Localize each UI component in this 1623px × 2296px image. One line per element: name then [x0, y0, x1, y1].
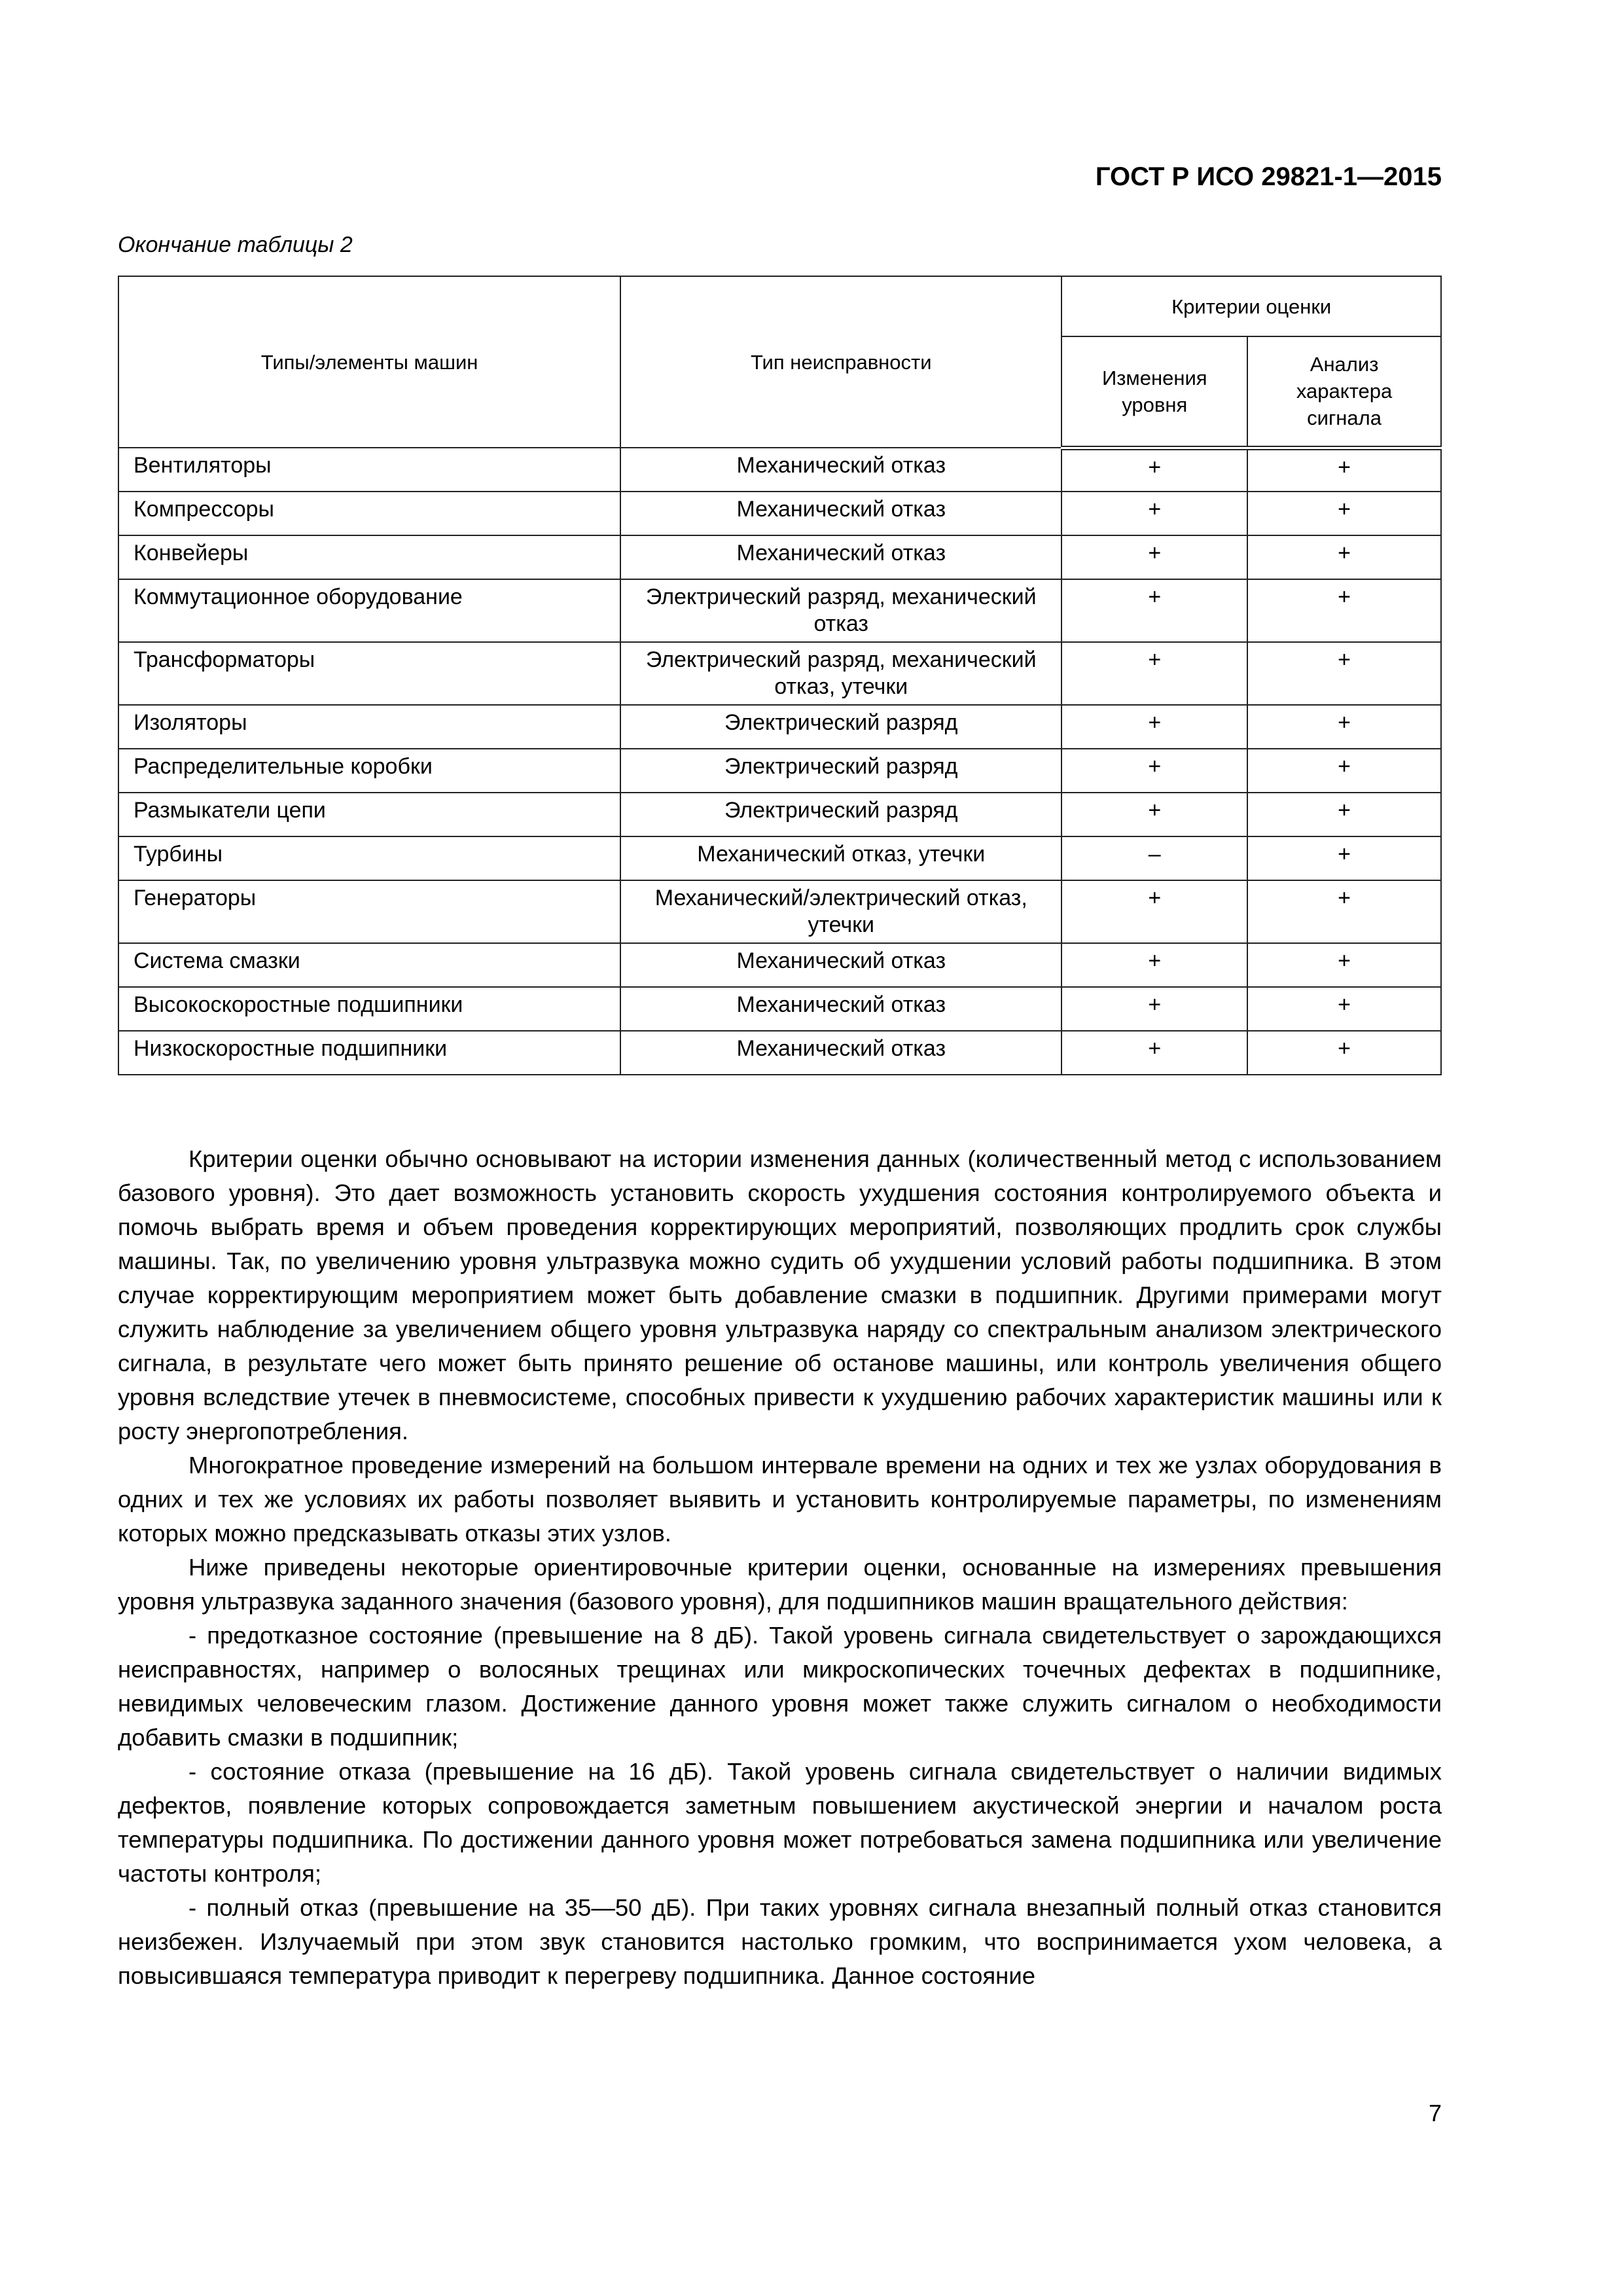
cell-signal-analysis: +	[1247, 880, 1441, 943]
cell-signal-analysis: +	[1247, 642, 1441, 705]
cell-signal-analysis: +	[1247, 793, 1441, 836]
cell-machine: Вентиляторы	[118, 448, 620, 492]
cell-level-change: +	[1061, 579, 1247, 642]
table-caption: Окончание таблицы 2	[118, 232, 353, 257]
cell-signal-analysis: +	[1247, 836, 1441, 880]
header-fault-type: Тип неисправности	[620, 276, 1061, 448]
cell-level-change: +	[1061, 1031, 1247, 1075]
cell-machine: Генераторы	[118, 880, 620, 943]
cell-signal-analysis: +	[1247, 1031, 1441, 1075]
cell-signal-analysis: +	[1247, 749, 1441, 793]
cell-level-change: +	[1061, 705, 1247, 749]
cell-machine: Трансформаторы	[118, 642, 620, 705]
header-signal-analysis: Анализ характера сигнала	[1247, 336, 1441, 448]
cell-level-change: +	[1061, 749, 1247, 793]
table-row	[118, 943, 1441, 987]
cell-signal-analysis: +	[1247, 492, 1441, 535]
table-row	[118, 880, 1441, 943]
paragraph: Многократное проведение измерений на большом интервале времени на одних и тех же узлах оборудования в одних и тех же условиях их работы позволяет выявить и установить контролируемые параметры, по изменениям которых можно предсказывать отказы этих узлов.	[118, 1452, 1442, 1547]
cell-fault: Электрический разряд, механический отказ	[620, 579, 1061, 642]
cell-machine: Низкоскоростные подшипники	[118, 1031, 620, 1075]
cell-level-change: +	[1061, 987, 1247, 1031]
table-row	[118, 987, 1441, 1031]
table-row	[118, 749, 1441, 793]
cell-machine: Коммутационное оборудование	[118, 579, 620, 642]
table-row	[118, 793, 1441, 836]
document-code: ГОСТ Р ИСО 29821-1—2015	[1095, 162, 1442, 191]
paragraph: Ниже приведены некоторые ориентировочные критерии оценки, основанные на измерениях превышения уровня ультразвука заданного значения (базового уровня), для подшипников машин вращательного действия:	[118, 1554, 1442, 1615]
header-criteria-group: Критерии оценки	[1061, 276, 1441, 336]
list-item: - состояние отказа (превышение на 16 дБ). Такой уровень сигнала свидетельствует о наличии видимых дефектов, появление которых сопровождается заметным повышением акустической энергии и началом роста температуры подшипника. По достижении данного уровня может потребоваться замена подшипника или увеличение частоты контроля;	[118, 1758, 1442, 1887]
cell-fault: Механический отказ	[620, 1031, 1061, 1075]
cell-level-change: +	[1061, 535, 1247, 579]
cell-level-change: +	[1061, 880, 1247, 943]
list-item: - предотказное состояние (превышение на 8 дБ). Такой уровень сигнала свидетельствует о зарождающихся неисправностях, например о волосяных трещинах или микроскопических точечных дефектах в подшипнике, невидимых человеческим глазом. Достижение данного уровня может также служить сигналом о необходимости добавить смазки в подшипник;	[118, 1622, 1442, 1751]
cell-level-change: +	[1061, 943, 1247, 987]
cell-signal-analysis: +	[1247, 705, 1441, 749]
cell-level-change: –	[1061, 836, 1247, 880]
cell-fault: Электрический разряд	[620, 705, 1061, 749]
table-row	[118, 448, 1441, 492]
page-number: 7	[1428, 2100, 1442, 2126]
paragraph: Критерии оценки обычно основывают на истории изменения данных (количественный метод с использованием базового уровня). Это дает возможность установить скорость ухудшения состояния контролируемого объекта и помочь выбрать время и объем проведения корректирующих мероприятий, позволяющих продлить срок службы машины. Так, по увеличению уровня ультразвука можно судить об ухудшении условий работы подшипника. В этом случае корректирующим мероприятием может быть добавление смазки в подшипник. Другими примерами могут служить наблюдение за увеличением общего уровня ультразвука наряду со спектральным анализом электрического сигнала, в результате чего может быть принято решение об останове машины, или контроль увеличения общего уровня вследствие утечек в пневмосистеме, способных привести к ухудшению рабочих характеристик машины или к росту энергопотребления.	[118, 1145, 1442, 1444]
cell-fault: Механический отказ, утечки	[620, 836, 1061, 880]
cell-signal-analysis: +	[1247, 987, 1441, 1031]
cell-fault: Механический отказ	[620, 492, 1061, 535]
cell-fault: Механический отказ	[620, 535, 1061, 579]
table-row	[118, 579, 1441, 642]
header-machine-types: Типы/элементы машин	[118, 276, 620, 448]
table-row	[118, 642, 1441, 705]
table-row	[118, 705, 1441, 749]
cell-fault: Электрический разряд	[620, 749, 1061, 793]
table-row	[118, 836, 1441, 880]
body-text	[118, 1142, 1442, 1993]
table-row	[118, 492, 1441, 535]
cell-machine: Компрессоры	[118, 492, 620, 535]
cell-fault: Механический отказ	[620, 987, 1061, 1031]
cell-fault: Механический отказ	[620, 943, 1061, 987]
cell-level-change: +	[1061, 642, 1247, 705]
cell-level-change: +	[1061, 793, 1247, 836]
cell-level-change: +	[1061, 492, 1247, 535]
header-level-change: Изменения уровня	[1061, 336, 1247, 448]
cell-fault: Механический/электрический отказ, утечки	[620, 880, 1061, 943]
cell-fault: Электрический разряд, механический отказ, утечки	[620, 642, 1061, 705]
cell-fault: Механический отказ	[620, 448, 1061, 492]
cell-machine: Изоляторы	[118, 705, 620, 749]
cell-machine: Размыкатели цепи	[118, 793, 620, 836]
cell-level-change: +	[1061, 448, 1247, 492]
cell-machine: Турбины	[118, 836, 620, 880]
cell-signal-analysis: +	[1247, 943, 1441, 987]
cell-machine: Распределительные коробки	[118, 749, 620, 793]
table-row	[118, 1031, 1441, 1075]
cell-signal-analysis: +	[1247, 579, 1441, 642]
cell-fault: Электрический разряд	[620, 793, 1061, 836]
criteria-table	[118, 276, 1442, 1075]
cell-signal-analysis: +	[1247, 448, 1441, 492]
cell-machine: Система смазки	[118, 943, 620, 987]
list-item: - полный отказ (превышение на 35—50 дБ). При таких уровнях сигнала внезапный полный отказ становится неизбежен. Излучаемый при этом звук становится настолько громким, что воспринимается ухом человека, а повысившаяся температура приводит к перегреву подшипника. Данное состояние	[118, 1894, 1442, 1989]
cell-machine: Конвейеры	[118, 535, 620, 579]
cell-machine: Высокоскоростные подшипники	[118, 987, 620, 1031]
table-row	[118, 535, 1441, 579]
cell-signal-analysis: +	[1247, 535, 1441, 579]
